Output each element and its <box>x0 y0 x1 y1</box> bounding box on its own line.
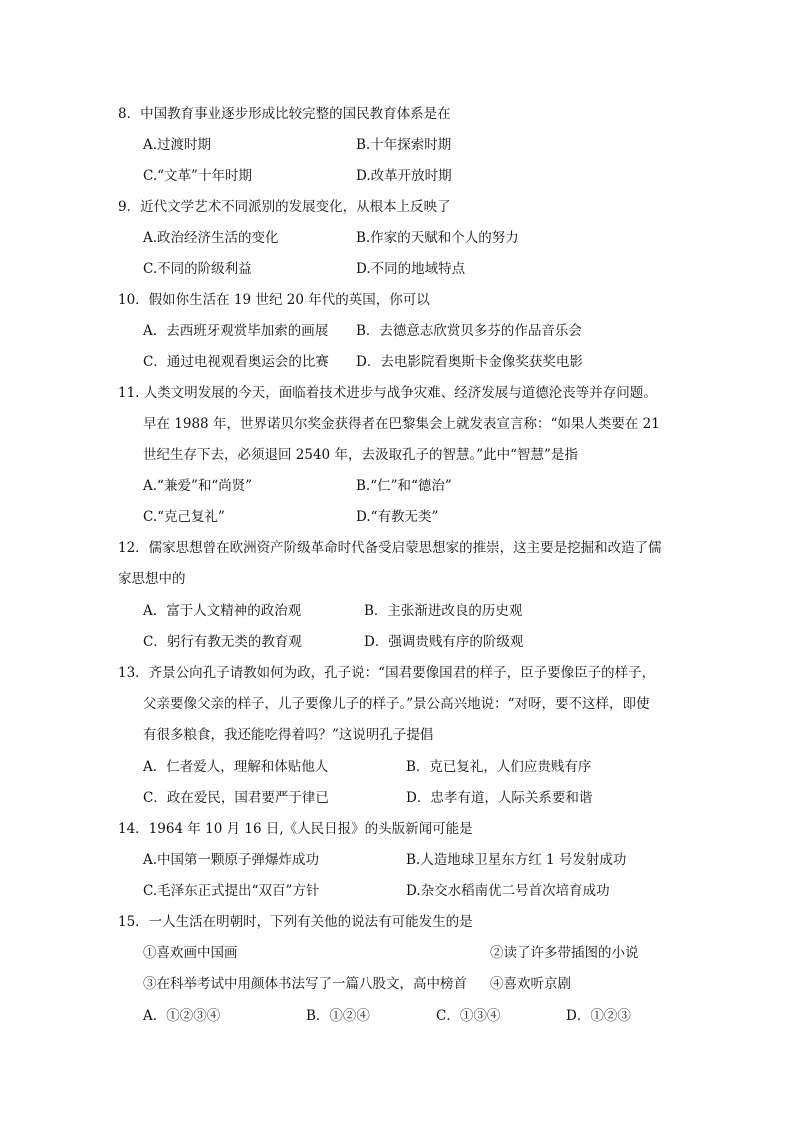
question-14-option-c: C.毛泽东正式提出“双百”方针 <box>143 883 320 899</box>
question-8-option-b: B.十年探索时期 <box>356 137 452 153</box>
question-10-stem: 10．假如你生活在 19 世纪 20 年代的英国，你可以 <box>118 292 430 308</box>
question-11-option-d: D.“有教无类” <box>356 509 439 525</box>
question-15-item-3: ③在科举考试中用颜体书法写了一篇八股文，高中榜首 <box>143 976 467 992</box>
question-14-stem: 14．1964 年 10 月 16 日,《人民日报》的头版新闻可能是 <box>118 821 473 837</box>
question-9-stem: 9．近代文学艺术不同派别的发展变化，从根本上反映了 <box>118 199 451 215</box>
question-13-option-a: A．仁者爱人，理解和体贴他人 <box>143 759 329 775</box>
question-9-option-b: B.作家的天赋和个人的努力 <box>356 230 519 246</box>
question-15-stem: 15．一人生活在明朝时，下列有关他的说法有可能发生的是 <box>118 914 473 930</box>
question-14-option-d: D.杂交水稻南优二号首次培育成功 <box>406 883 610 899</box>
question-14-option-b: B.人造地球卫星东方红 1 号发射成功 <box>406 852 627 868</box>
question-15-item-1: ①喜欢画中国画 <box>143 945 238 961</box>
question-15-option-d: D．①②③ <box>566 1008 631 1024</box>
question-8-stem: 8．中国教育事业逐步形成比较完整的国民教育体系是在 <box>118 106 451 122</box>
question-8-option-d: D.改革开放时期 <box>356 168 452 184</box>
question-12-stem-line-2: 家思想中的 <box>118 571 186 587</box>
question-13-option-c: C．政在爱民，国君要严于律已 <box>143 790 329 806</box>
question-9-option-d: D.不同的地域特点 <box>356 261 466 277</box>
question-13-option-d: D．忠孝有道，人际关系要和谐 <box>406 790 593 806</box>
question-12-option-a: A．富于人文精神的政治观 <box>143 603 302 619</box>
question-9-option-c: C.不同的阶级利益 <box>143 261 252 277</box>
question-12-option-d: D．强调贵贱有序的阶级观 <box>364 634 524 650</box>
question-14-option-a: A.中国第一颗原子弹爆炸成功 <box>143 852 320 868</box>
question-15-item-4: ④喜欢听京剧 <box>490 976 571 992</box>
question-13-stem-line-2: 父亲要像父亲的样子，儿子要像儿子的样子。”景公高兴地说：“对呀，要不这样，即使 <box>143 696 650 712</box>
question-12-stem-line-1: 12．儒家思想曾在欧洲资产阶级革命时代备受启蒙思想家的推崇，这主要是挖掘和改造了儒 <box>118 540 662 556</box>
question-10-option-d: D．去电影院看奥斯卡金像奖获奖电影 <box>356 354 583 370</box>
question-12-option-c: C．躬行有教无类的教育观 <box>143 634 302 650</box>
question-15-option-b: B．①②④ <box>306 1008 370 1024</box>
question-8-option-c: C.“文革”十年时期 <box>143 168 252 184</box>
question-10-option-a: A．去西班牙观赏毕加索的画展 <box>143 323 329 339</box>
question-9-option-a: A.政治经济生活的变化 <box>143 230 279 246</box>
question-8-option-a: A.过渡时期 <box>143 137 212 153</box>
question-11-option-b: B.“仁”和“德治” <box>356 478 452 494</box>
question-11-stem-line-3: 世纪生存下去，必须退回 2540 年，去汲取孔子的智慧。”此中“智慧”是指 <box>143 447 578 463</box>
question-15-item-2: ②读了许多带插图的小说 <box>490 945 639 961</box>
question-11-option-a: A.“兼爱”和“尚贤” <box>143 478 253 494</box>
question-13-option-b: B．克已复礼，人们应贵贱有序 <box>406 759 592 775</box>
question-11-stem-line-1: 11. 人类文明发展的今天，面临着技术进步与战争灾难、经济发展与道德沦丧等并存问题。 <box>118 385 657 401</box>
question-13-stem-line-3: 有很多粮食，我还能吃得着吗？”这说明孔子提倡 <box>143 727 434 743</box>
question-11-option-c: C.“克己复礼” <box>143 509 225 525</box>
question-10-option-b: B．去德意志欣赏贝多芬的作品音乐会 <box>356 323 582 339</box>
question-11-stem-line-2: 早在 1988 年，世界诺贝尔奖金获得者在巴黎集会上就发表宣言称：“如果人类要在 21 <box>143 416 660 432</box>
question-15-option-a: A．①②③④ <box>143 1008 221 1024</box>
question-15-option-c: C．①③④ <box>436 1008 501 1024</box>
question-13-stem-line-1: 13．齐景公向孔子请教如何为政，孔子说：“国君要像国君的样子，臣子要像臣子的样子， <box>118 665 656 681</box>
question-10-option-c: C．通过电视观看奥运会的比赛 <box>143 354 329 370</box>
question-12-option-b: B．主张渐进改良的历史观 <box>364 603 523 619</box>
